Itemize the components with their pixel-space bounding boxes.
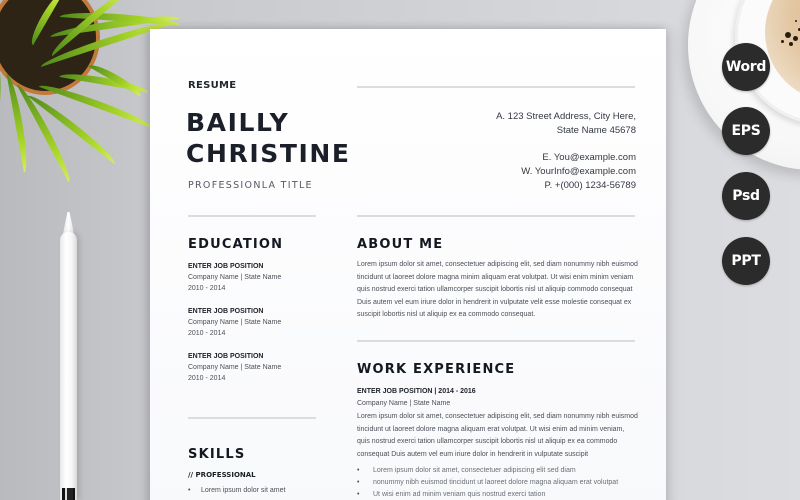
education-position: ENTER JOB POSITION: [188, 308, 264, 315]
phone: P. +(000) 1234-56789: [544, 180, 636, 191]
right-divider-top: [357, 215, 635, 217]
left-divider-top: [188, 215, 316, 217]
skill-item: • Lorem ipsum dolor sit amet: [188, 485, 285, 497]
education-company: Company Name | State Name: [188, 364, 282, 371]
pencil-tip: [63, 212, 74, 234]
job-position: ENTER JOB POSITION | 2014 - 2016: [357, 388, 476, 395]
education-company: Company Name | State Name: [188, 274, 282, 281]
name-second-line: CHRISTINE: [186, 139, 351, 168]
word-format-badge[interactable]: Word: [722, 43, 770, 91]
job-bullet: • Ut wisi enim ad minim veniam quis nostrud exerci tation: [357, 489, 618, 500]
website: W. YourInfo@example.com: [521, 166, 636, 177]
address-line-2: State Name 45678: [556, 125, 636, 136]
skills-subheading: // PROFESSIONAL: [188, 471, 256, 479]
pencil-body: [60, 232, 77, 500]
right-divider-middle: [357, 340, 635, 342]
address-line-1: A. 123 Street Address, City Here,: [496, 111, 636, 122]
resume-label: RESUME: [188, 80, 237, 91]
stylus-pencil-decoration: [60, 212, 77, 500]
education-company: Company Name | State Name: [188, 319, 282, 326]
work-experience-heading: WORK EXPERIENCE: [357, 362, 516, 377]
professional-title: PROFESSIONLA TITLE: [188, 180, 313, 191]
contact-block: [496, 110, 636, 193]
pencil-band: [62, 488, 75, 500]
job-company: Company Name | State Name: [357, 400, 451, 407]
left-divider-bottom: [188, 417, 316, 419]
education-item: [188, 351, 281, 384]
education-years: 2010 - 2014: [188, 375, 226, 382]
about-heading: ABOUT ME: [357, 237, 444, 252]
job-description: Lorem ipsum dolor sit amet, consectetuer adipiscing elit, sed diam nonummy nibh euismod tincidunt ut laoreet dolore magna aliquam erat volutpat. Ut wisi enim ad minim veniam, quis nostrud exerci tation ullamcorper suscipit lobortis nisl ut aliquip ex ea commodo consequat Duis autem vel eum iriure dolor in hendrerit in vulputate suscipit: [357, 413, 638, 458]
header-divider: [357, 86, 635, 88]
education-item: [188, 261, 281, 294]
education-years: 2010 - 2014: [188, 330, 226, 337]
candidate-name: [186, 107, 351, 169]
resume-page: [150, 29, 666, 500]
job-header: [357, 386, 476, 410]
job-bullet-list: [357, 465, 618, 500]
eps-format-badge[interactable]: EPS: [722, 107, 770, 155]
education-position: ENTER JOB POSITION: [188, 263, 264, 270]
about-text: Lorem ipsum dolor sit amet, consectetuer adipiscing elit, sed diam nonummy nibh euismod tincidunt ut laoreet dolore magna minim aliquam erat volutpat. Ut wisi enim minim veniam quis nostrud exerci tation ullamcorper suscipit lobortis nisl ut aliquip commodo consequat Duis autem vel eum iriure dolor in hendrerit in vulputate velit esse molestie consequat ex suscipit lobortis nisl ut aliquip ex ea commodo consequat.: [357, 261, 638, 318]
education-position: ENTER JOB POSITION: [188, 353, 264, 360]
psd-format-badge[interactable]: Psd: [722, 172, 770, 220]
education-years: 2010 - 2014: [188, 285, 226, 292]
ppt-format-badge[interactable]: PPT: [722, 237, 770, 285]
education-item: [188, 306, 281, 339]
email: E. You@example.com: [542, 152, 636, 163]
job-bullet: • nonummy nibh euismod tincidunt ut laoreet dolore magna aliquam erat volutpat: [357, 477, 618, 489]
skills-list: [188, 485, 285, 497]
skills-heading: SKILLS: [188, 447, 246, 462]
name-first-line: BAILLY: [186, 108, 290, 137]
education-heading: EDUCATION: [188, 237, 284, 252]
job-bullet: • Lorem ipsum dolor sit amet, consectetuer adipiscing elit sed diam: [357, 465, 618, 477]
